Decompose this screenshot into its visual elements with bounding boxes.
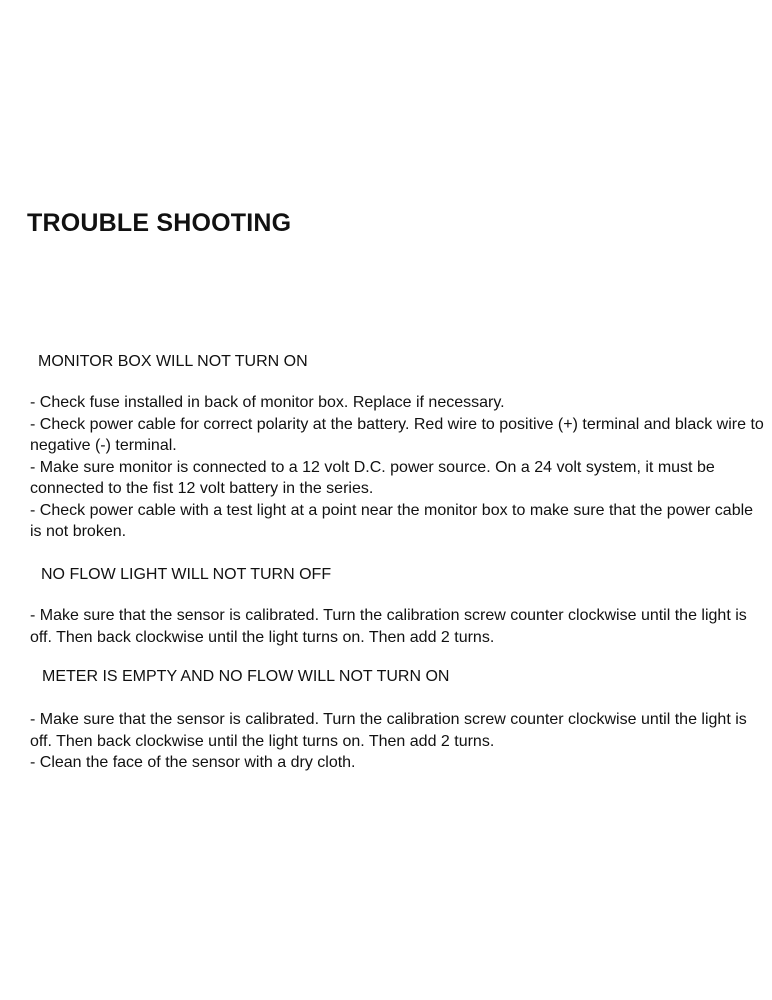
instruction-line: - Check power cable for correct polarity at the battery. Red wire to positive (+) terminal and black wire to negative (-) terminal. [30,415,764,454]
section-body-meter-empty [30,709,765,774]
instruction-line: - Check power cable with a test light at a point near the monitor box to make sure that the power cable is not broken. [30,501,754,540]
instruction-line: - Make sure monitor is connected to a 12 volt D.C. power source. On a 24 volt system, it must be connected to the fist 12 volt battery in the series. [30,458,715,497]
section-heading-no-flow-light: NO FLOW LIGHT WILL NOT TURN OFF [41,566,332,583]
section-body-monitor-box [30,392,765,543]
instruction-line: - Clean the face of the sensor with a dry cloth. [30,754,356,771]
instruction-line: - Make sure that the sensor is calibrated. Turn the calibration screw counter clockwise until the light is off. Then back clockwise until the light turns on. Then add 2 turns. [30,711,747,750]
instruction-line: - Make sure that the sensor is calibrated. Turn the calibration screw counter clockwise until the light is off. Then back clockwise until the light turns on. Then add 2 turns. [30,607,747,646]
section-heading-meter-empty: METER IS EMPTY AND NO FLOW WILL NOT TURN ON [42,668,450,685]
section-heading-monitor-box: MONITOR BOX WILL NOT TURN ON [38,353,308,370]
section-body-no-flow-light [30,605,765,648]
page-title: TROUBLE SHOOTING [27,209,292,237]
instruction-line: - Check fuse installed in back of monitor box. Replace if necessary. [30,394,505,411]
